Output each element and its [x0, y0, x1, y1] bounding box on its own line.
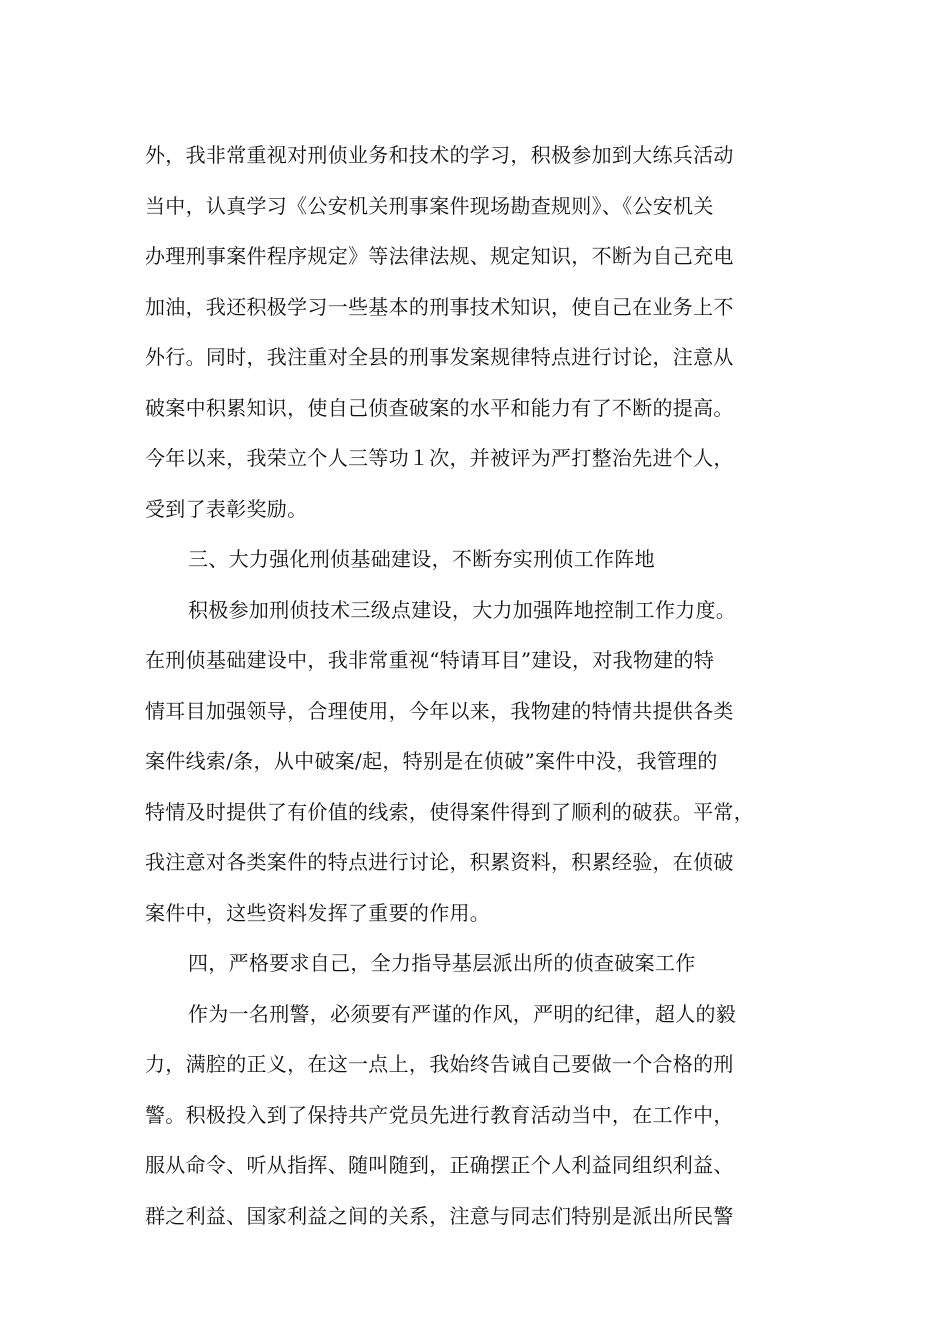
body-line: 破案中积累知识，使自己侦查破案的水平和能力有了不断的提高。: [145, 395, 734, 420]
body-line: 群之利益、国家利益之间的关系，注意与同志们特别是派出所民警: [145, 1203, 734, 1228]
body-line: 服从命令、听从指挥、随叫随到，正确摆正个人利益同组织利益、: [145, 1153, 734, 1177]
body-line: 特情及时提供了有价值的线索，使得案件得到了顺利的破获。平常，: [145, 799, 754, 824]
body-line: 外行。同时，我注重对全县的刑事发案规律特点进行讨论，注意从: [145, 345, 734, 369]
section-heading-4: 四，严格要求自己，全力指导基层派出所的侦查破案工作: [188, 951, 696, 975]
body-line: 警。积极投入到了保持共产党员先进行教育活动当中，在工作中，: [145, 1102, 734, 1127]
body-line: 案件线索/条，从中破案/起，特别是在侦破”案件中没，我管理的: [145, 749, 718, 773]
body-line: 当中，认真学习《公安机关刑事案件现场勘查规则》、《公安机关: [145, 193, 714, 218]
paragraph-start-line: 积极参加刑侦技术三级点建设，大力加强阵地控制工作力度。: [188, 597, 737, 622]
body-line: 今年以来，我荣立个人三等功１次，并被评为严打整治先进个人，: [145, 446, 734, 470]
body-line: 案件中，这些资料发挥了重要的作用。: [145, 900, 491, 925]
body-line: 办理刑事案件程序规定》等法律法规、规定知识，不断为自己充电: [145, 244, 734, 268]
body-line: 在刑侦基础建设中，我非常重视“特请耳目”建设，对我物建的特: [145, 648, 715, 672]
body-line: 情耳目加强领导，合理使用，今年以来，我物建的特情共提供各类: [145, 698, 734, 723]
body-line: 我注意对各类案件的特点进行讨论，积累资料，积累经验，在侦破: [145, 850, 734, 874]
body-line: 加油，我还积极学习一些基本的刑事技术知识，使自己在业务上不: [145, 294, 734, 319]
section-heading-3: 三、大力强化刑侦基础建设，不断夯实刑侦工作阵地: [188, 547, 655, 571]
body-line: 力，满腔的正义，在这一点上，我始终告诫自己要做一个合格的刑: [145, 1052, 734, 1076]
body-line: 受到了表彰奖励。: [145, 496, 308, 521]
document-body: [145, 130, 810, 1241]
body-line: 外，我非常重视对刑侦业务和技术的学习，积极参加到大练兵活动: [145, 143, 734, 167]
paragraph-start-line: 作为一名刑警，必须要有严谨的作风，严明的纪律，超人的毅: [188, 1001, 737, 1026]
